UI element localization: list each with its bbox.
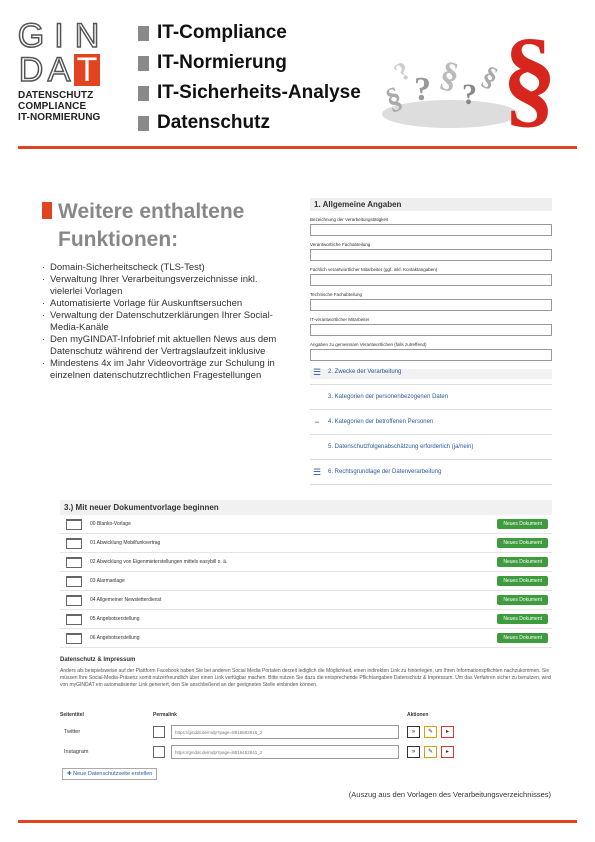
list-item: · Automatisierte Vorlage für Auskunftsersuchen (42, 298, 292, 310)
copy-icon[interactable] (153, 726, 165, 738)
field-label: IT-verantwortlicher Mitarbeiter (310, 317, 370, 322)
header-topic: Datenschutz (138, 108, 361, 138)
field-label: Angaben zu gemeinsam Verantwortlichen (falls zutreffend) (310, 342, 427, 347)
document-icon (66, 595, 82, 606)
table-row: 00 Blanko-Vorlage Neues Dokument (60, 515, 552, 534)
document-icon (66, 557, 82, 568)
svg-text:?: ? (414, 71, 431, 108)
form-screenshot (310, 198, 552, 379)
header-topic: IT-Sicherheits-Analyse (138, 78, 361, 108)
field-label: Bezeichnung der Verarbeitungstätigkeit (310, 217, 389, 222)
table-row: Instagram https://gindat.de/mdp?page=8816452841_2 » ✎ ▸ (60, 742, 470, 762)
new-document-button[interactable]: Neues Dokument (497, 557, 548, 567)
list-item: · Mindestens 4x im Jahr Videovorträge zur Schulung in einzelnen datenschutzrechtlichen Fragestellungen (42, 358, 292, 382)
document-template-list (60, 500, 552, 648)
svg-text:§: § (435, 53, 464, 97)
social-heading: Datenschutz & Impressum (60, 657, 136, 663)
table-header: Seitentitel Permalink Aktionen (60, 712, 429, 718)
field-label: Technische Fachabteilung (310, 292, 363, 297)
panel-heading: 3.) Mit neuer Dokumentvorlage beginnen (60, 500, 552, 515)
divider (18, 146, 577, 149)
logo-letter: I (54, 16, 64, 55)
text-field[interactable] (310, 324, 552, 336)
svg-text:§: § (381, 80, 407, 117)
logo-letter: G (17, 16, 45, 55)
edit-icon[interactable]: ✎ (424, 746, 437, 758)
table-row: Twitter https://gindat.de/mdp?page=8816682815_2 » ✎ ▸ (60, 722, 470, 742)
accordion-item[interactable]: ☰ 6. Rechtsgrundlage der Datenverarbeitung (310, 460, 552, 485)
field-label: Verantwortliche Fachabteilung (310, 242, 371, 247)
new-document-button[interactable]: Neues Dokument (497, 614, 548, 624)
delete-icon[interactable]: ▸ (441, 726, 454, 738)
document-icon (66, 538, 82, 549)
new-privacy-page-button[interactable]: ✚ Neue Datenschutzseite erstellen (62, 768, 157, 780)
text-field[interactable] (310, 249, 552, 261)
social-description: Anders als beispielsweise auf der Plattform Facebook haben Sie bei anderen Social Media Portalen derzeit lediglich die Möglichkeit, einen indirekten Link zu hinterlegen, um Ihren Informationspflichten nachzukommen. Sie müssen Ihre Social-Media-Präsenz somit nutzerfreundlich über einen Link verfügbar machen. Bitte nutzen Sie dazu die entsprechende Pflichtangaben Datenschutz & Impressum. Um das Verfahren sicher zu benutzen, wird von myGINDAT ein automatisierter Link generiert, den Sie anschließend an der geeigneten Stelle einbinden können. (60, 668, 551, 688)
permalink-field[interactable]: https://gindat.de/mdp?page=8816452841_2 (171, 745, 399, 759)
document-icon (66, 576, 82, 587)
paragraph-symbol-image (380, 22, 580, 142)
accordion-item[interactable]: − 4. Kategorien der betroffenen Personen (310, 410, 552, 435)
menu-icon: ☰ (312, 366, 322, 377)
gindat-logo (17, 16, 102, 123)
new-document-button[interactable]: Neues Dokument (497, 633, 548, 643)
square-icon (138, 56, 149, 71)
add-icon: ✚ (67, 771, 74, 777)
table-row: 04 Allgemeiner Newsletterdienst Neues Dokument (60, 591, 552, 610)
new-document-button[interactable]: Neues Dokument (497, 595, 548, 605)
square-icon (138, 26, 149, 41)
list-item: · Verwaltung der Datenschutzerklärungen Ihrer Social-Media-Kanäle (42, 310, 292, 334)
document-icon (66, 519, 82, 530)
form-heading: 1. Allgemeine Angaben (310, 198, 552, 211)
svg-text:§: § (502, 22, 557, 138)
svg-text:?: ? (388, 55, 417, 87)
text-field[interactable] (310, 274, 552, 286)
logo-letter: A (47, 50, 71, 89)
accordion-item[interactable]: 5. Datenschutzfolgenabschätzung erforderlich (ja/nein) (310, 435, 552, 460)
logo-subtitle: DATENSCHUTZ COMPLIANCE IT-NORMIERUNG (18, 90, 101, 123)
accordion-item[interactable]: ☰ 2. Zwecke der Verarbeitung (310, 360, 552, 385)
svg-text:§: § (477, 60, 503, 95)
figure-caption: (Auszug aus den Vorlagen des Verarbeitungsverzeichnisses) (348, 790, 551, 799)
accordion-item[interactable]: 3. Kategorien der personenbezogenen Daten (310, 385, 552, 410)
table-row: 02 Abwicklung von Eigenmieterstellungen mittels easybill o. ä. Neues Dokument (60, 553, 552, 572)
social-links-table (60, 712, 470, 762)
new-document-button[interactable]: Neues Dokument (497, 519, 548, 529)
header-topic: IT-Compliance (138, 18, 361, 48)
square-icon (138, 116, 149, 131)
menu-icon: ☰ (312, 466, 322, 477)
list-item: · Den myGINDAT-Infobrief mit aktuellen News aus dem Datenschutz während der Vertragslaufzeit inklusive (42, 334, 292, 358)
permalink-field[interactable]: https://gindat.de/mdp?page=8816682815_2 (171, 725, 399, 739)
new-document-button[interactable]: Neues Dokument (497, 538, 548, 548)
table-row: 03 Alarmanlage Neues Dokument (60, 572, 552, 591)
text-field[interactable] (310, 299, 552, 311)
view-icon[interactable]: » (407, 726, 420, 738)
document-icon (66, 614, 82, 625)
accordion (310, 360, 552, 485)
header-topic: IT-Normierung (138, 48, 361, 78)
title-bar-icon (42, 202, 52, 219)
view-icon[interactable]: » (407, 746, 420, 758)
new-document-button[interactable]: Neues Dokument (497, 576, 548, 586)
square-icon (138, 86, 149, 101)
logo-letter: D (18, 50, 44, 89)
svg-text:?: ? (462, 78, 477, 111)
list-item: · Verwaltung Ihrer Verarbeitungsverzeichnisse inkl. vielerlei Vorlagen (42, 274, 292, 298)
document-icon (66, 633, 82, 644)
copy-icon[interactable] (153, 746, 165, 758)
edit-icon[interactable]: ✎ (424, 726, 437, 738)
table-row: 06 Angebotserstellung Neues Dokument (60, 629, 552, 648)
feature-list (42, 262, 292, 382)
divider (18, 820, 577, 823)
delete-icon[interactable]: ▸ (441, 746, 454, 758)
text-field[interactable] (310, 224, 552, 236)
logo-letter: T (74, 54, 100, 86)
table-row: 05 Angebotserstellung Neues Dokument (60, 610, 552, 629)
logo-letter: N (74, 16, 100, 55)
section-title: Weitere enthaltene Funktionen: (42, 198, 244, 254)
table-row: 01 Abwicklung Mobilfunkvertrag Neues Dokument (60, 534, 552, 553)
list-item: · Domain-Sicherheitscheck (TLS-Test) (42, 262, 292, 274)
field-label: Fachlich verantwortlicher Mitarbeiter (ggf. inkl. Kontaktangaben) (310, 267, 438, 272)
header-topics (138, 18, 361, 138)
minus-icon: − (314, 417, 320, 427)
